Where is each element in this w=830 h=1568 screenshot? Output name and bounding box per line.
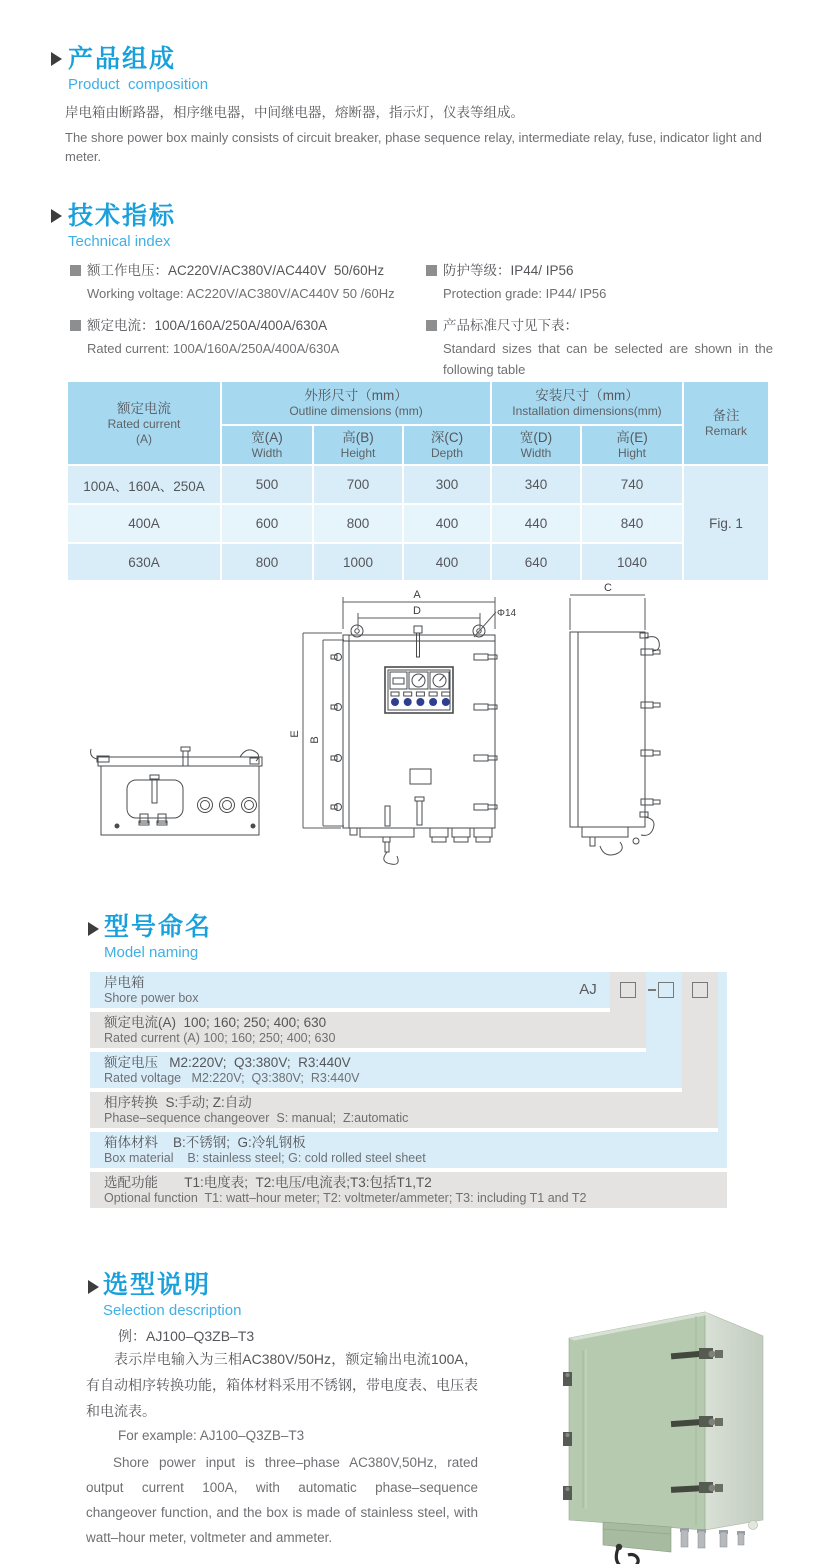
dim-label-d: D <box>413 605 421 617</box>
section-title-zh: 技术指标 <box>68 202 177 230</box>
section-title-en: Technical index <box>68 233 171 250</box>
square-bullet-icon <box>70 265 81 276</box>
spec-en: Working voltage: AC220V/AC380V/AC440V 50 /60Hz <box>87 286 395 301</box>
spec-zh: 产品标准尺寸见下表： <box>443 318 578 333</box>
selection-description-heading <box>103 1271 241 1321</box>
model-prefix: AJ <box>579 981 597 998</box>
spec-en: Protection grade: IP44/ IP56 <box>443 286 607 301</box>
product-body-en: The shore power box mainly consists of circuit breaker, phase sequence relay, intermediate relay, fuse, indicator light and meter. <box>65 130 766 164</box>
spec-item <box>426 315 776 380</box>
spec-column-right <box>426 260 776 391</box>
section-arrow-icon <box>88 1280 99 1294</box>
selection-body-zh: 表示岸电输入为三相AC380V/50Hz，额定输出电流100A，有自动相序转换功能，箱体材料采用不锈钢，带电度表、电压表和电流表。 <box>86 1351 478 1419</box>
dim-label-dia14: Φ14 <box>497 608 517 619</box>
model-naming-heading <box>104 913 212 963</box>
dim-label-c: C <box>604 582 612 594</box>
square-bullet-icon <box>426 265 437 276</box>
product-body-zh: 岸电箱由断路器，相序继电器，中间继电器，熔断器，指示灯，仪表等组成。 <box>65 105 524 120</box>
header-width-d: 宽(D) Width <box>492 426 580 464</box>
model-naming-row: 选配功能 T1:电度表; T2:电压/电流表;T3:包括T1,T2 Optional function T1: watt–hour meter; T2: voltmeter/ammeter; T3: including T1 and T2 <box>90 1172 727 1208</box>
selection-example-zh: 例：AJ100–Q3ZB–T3 <box>118 1328 255 1344</box>
product-composition-heading <box>68 45 208 95</box>
latch-marks <box>474 654 497 810</box>
table-row: 100A、160A、250A 500 700 300 340 740 Fig. 1 <box>68 466 768 503</box>
spec-en: Standard sizes that can be selected are shown in the following table <box>443 341 777 377</box>
meter-panel-drawing <box>385 667 453 713</box>
shore-power-box-photo <box>563 1312 763 1564</box>
side-view-drawing <box>570 632 660 855</box>
header-height-b: 高(B) Height <box>314 426 402 464</box>
gland-hardware <box>680 1528 745 1548</box>
indicator-lamps <box>391 692 450 706</box>
code-box-function-icon <box>692 982 708 998</box>
header-hight-e: 高(E) Hight <box>582 426 682 464</box>
cable-glands <box>430 828 492 842</box>
bottom-view-drawing <box>91 747 262 835</box>
section-title-zh: 选型说明 <box>103 1271 212 1299</box>
square-bullet-icon <box>70 320 81 331</box>
dimension-lines <box>303 595 645 828</box>
section-title-zh: 型号命名 <box>104 913 213 941</box>
spec-zh: 额定电流：100A/160A/250A/400A/630A <box>87 318 328 333</box>
header-width-a: 宽(A) Width <box>222 426 312 464</box>
spec-en: Rated current: 100A/160A/250A/400A/630A <box>87 341 340 356</box>
dim-label-a: A <box>413 589 421 601</box>
section-title-zh: 产品组成 <box>68 45 177 73</box>
section-title-en: Model naming <box>104 944 199 961</box>
model-naming-row: 箱体材料 B:不锈钢; G:冷轧钢板 Box material B: stainless steel; G: cold rolled steel sheet <box>90 1132 727 1168</box>
header-outline-dimensions: 外形尺寸（mm） Outline dimensions (mm) <box>222 382 490 424</box>
selection-body-en: Shore power input is three–phase AC380V,50Hz, rated output current 100A, with automatic phase–sequence changeover function, and the box is made of stainless steel, with watt–hour meter, voltmeter and ammeter. <box>86 1455 478 1545</box>
table-row: 630A 800 1000 400 640 1040 <box>68 544 768 580</box>
size-table <box>66 380 770 582</box>
header-depth-c: 深(C) Depth <box>404 426 490 464</box>
code-dash-icon <box>648 989 656 991</box>
section-arrow-icon <box>51 209 62 223</box>
square-bullet-icon <box>426 320 437 331</box>
spec-zh: 额工作电压：AC220V/AC380V/AC440V 50/60Hz <box>87 263 385 278</box>
spec-column-left <box>70 260 422 370</box>
dim-label-e: E <box>289 730 301 738</box>
selection-example-en: For example: AJ100–Q3ZB–T3 <box>118 1428 305 1443</box>
model-naming-row: 额定电压 M2:220V; Q3:380V; R3:440V Rated voltage M2:220V; Q3:380V; R3:440V <box>90 1052 682 1088</box>
spec-item <box>426 260 776 304</box>
code-box-current-icon <box>620 982 636 998</box>
code-box-voltage-icon <box>658 982 674 998</box>
technical-drawing <box>80 580 770 875</box>
dim-label-b: B <box>309 736 321 744</box>
section-arrow-icon <box>51 52 62 66</box>
remark-cell: Fig. 1 <box>684 466 768 580</box>
spec-item <box>70 260 422 304</box>
spec-zh: 防护等级：IP44/ IP56 <box>443 263 574 278</box>
header-remark: 备注 Remark <box>684 382 768 464</box>
hinge-marks <box>331 654 342 811</box>
product-photo <box>553 1296 811 1564</box>
model-naming-row: 岸电箱 Shore power box <box>90 972 610 1008</box>
model-naming-ladder <box>90 972 727 1208</box>
section-title-en: Selection description <box>103 1302 242 1319</box>
model-naming-row: 相序转换 S:手动; Z:自动 Phase–sequence changeover S: manual; Z:automatic <box>90 1092 718 1128</box>
header-rated-current: 额定电流 Rated current (A) <box>68 382 220 464</box>
technical-index-heading <box>68 202 176 252</box>
header-installation-dimensions: 安装尺寸（mm） Installation dimensions(mm) <box>492 382 682 424</box>
vent-plug <box>749 1521 758 1530</box>
spec-item <box>70 315 422 359</box>
section-title-en: Product composition <box>68 76 209 93</box>
front-view-drawing <box>331 625 497 864</box>
section-arrow-icon <box>88 922 99 936</box>
table-row: 400A 600 800 400 440 840 <box>68 505 768 542</box>
model-naming-row: 额定电流(A) 100; 160; 250; 400; 630 Rated current (A) 100; 160; 250; 400; 630 <box>90 1012 646 1048</box>
